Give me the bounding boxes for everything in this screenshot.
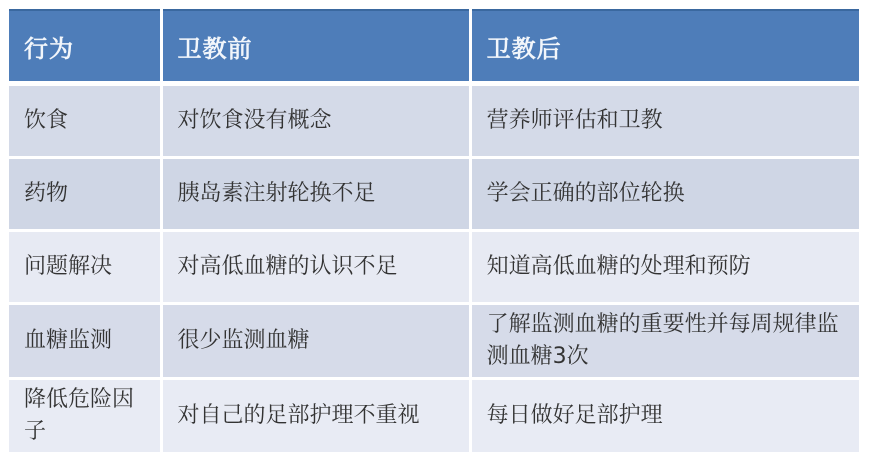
cell-risk-reduction-behavior: 降低危险因子 [9, 380, 160, 452]
cell-diet-after: 营养师评估和卫教 [472, 86, 859, 156]
table-row-problem-solving [9, 232, 859, 302]
cell-risk-reduction-after: 每日做好足部护理 [472, 380, 859, 452]
cell-medication-behavior: 药物 [9, 159, 160, 229]
table-row-medication [9, 159, 859, 229]
cell-glucose-monitoring-after: 了解监测血糖的重要性并每周规律监测血糖3次 [472, 305, 859, 377]
table-row-glucose-monitoring [9, 305, 859, 377]
cell-diet-behavior: 饮食 [9, 86, 160, 156]
header-cell-behavior: 行为 [9, 9, 160, 83]
cell-problem-solving-after: 知道高低血糖的处理和预防 [472, 232, 859, 302]
table-row-risk-reduction [9, 380, 859, 452]
header-cell-before-education: 卫教前 [163, 9, 469, 83]
cell-glucose-monitoring-before: 很少监测血糖 [163, 305, 469, 377]
health-education-table [6, 6, 862, 453]
header-cell-after-education: 卫教后 [472, 9, 859, 83]
cell-problem-solving-behavior: 问题解决 [9, 232, 160, 302]
cell-risk-reduction-before: 对自己的足部护理不重视 [163, 380, 469, 452]
table-row-diet [9, 86, 859, 156]
cell-diet-before: 对饮食没有概念 [163, 86, 469, 156]
cell-glucose-monitoring-behavior: 血糖监测 [9, 305, 160, 377]
table-header-row [9, 9, 859, 83]
cell-medication-before: 胰岛素注射轮换不足 [163, 159, 469, 229]
cell-problem-solving-before: 对高低血糖的认识不足 [163, 232, 469, 302]
cell-medication-after: 学会正确的部位轮换 [472, 159, 859, 229]
